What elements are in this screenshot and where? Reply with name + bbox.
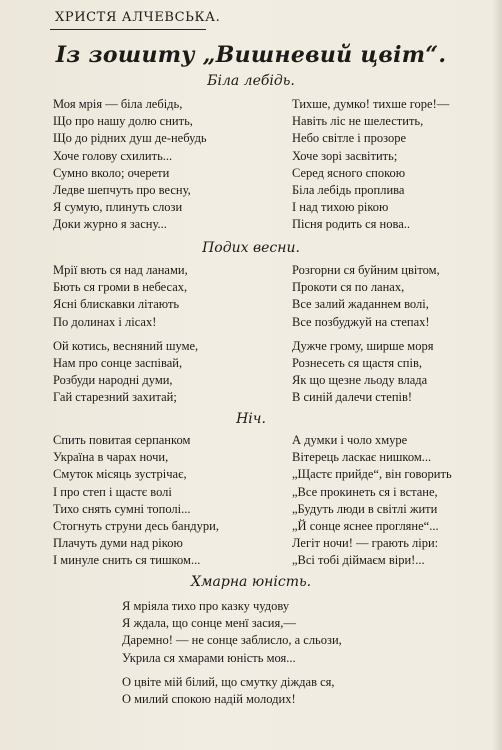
verse-line: „Все прокинеть ся і встане, [292,484,438,499]
section-title-bila-lebid: Біла лебідь. [207,73,295,89]
section-title-nich: Ніч. [236,411,266,427]
verse-line: „Щастє прийде“, він говорить [292,467,452,482]
verse-line: Нам про сонце заспівай, [53,355,183,370]
verse-line: Все позбуджуй на степах! [292,314,430,329]
verse-line: Мрії вють ся над ланами, [53,263,188,277]
section-title-podykh-vesny: Подих весни. [202,240,300,256]
verse-line: Ясні блискавки літають [53,297,180,312]
author-header: ХРИСТЯ АЛЧЕВСЬКА. [55,10,221,25]
verse-line: Розгорни ся буйним цвітом, [292,263,440,277]
verse-line: Як що щезне льоду влада [292,373,428,388]
verse-line: По долинах і лісах! [53,314,157,329]
verse-line: Гай старезний захитай; [53,390,177,405]
verse-line: Що до рідних душ де-небудь [53,131,207,146]
verse-line: Біла лебідь проплива [292,182,405,197]
verse-line: Рознесеть ся щастя спів, [292,355,422,370]
verse-line: І над тихою рікою [292,200,389,215]
verse-line: Пісня родить ся нова.. [292,217,410,232]
verse-line: І минуле снить ся тишком... [53,553,201,568]
verse-line: Дужче грому, ширше моря [292,338,434,353]
verse-line: Хоче зорі засвітить; [292,148,398,163]
verse-line: Я ждала, що сонце менї засия,— [122,616,296,631]
verse-line: Доки журно я засну... [53,217,167,232]
author-underline [50,29,206,30]
verse-line: „Й сонце яснее прогляне“... [292,518,439,533]
verse-line: Укрила ся хмарами юність моя... [122,650,296,665]
verse-line: Тихше, думко! тихше горе!— [292,97,450,111]
stanza-bila-lebid-left [53,96,207,234]
verse-line: Легіт ночи! — грають ліри: [292,536,439,551]
verse-line: В синій далечи степів! [292,390,413,405]
verse-line: Ой котись, весняний шуме, [53,338,199,353]
verse-line: Прокоти ся по ланах, [292,280,405,295]
verse-line: О цвіте мій білий, що смутку діждав ся, [122,674,335,689]
stanza-podykh-vesny-left [53,262,198,407]
verse-line: „Всі тобі діймаєм віри!... [292,553,425,568]
verse-line: Смуток місяць зустрічає, [53,467,187,482]
stanza-podykh-vesny-right [292,262,440,407]
verse-line: Спить повитая серпанком [53,433,191,447]
verse-line: Моя мрія — біла лебідь, [53,97,183,111]
verse-line: Тихо снять сумні тополі... [53,501,191,516]
verse-line: Розбуди народні думи, [53,373,173,388]
verse-line: „Будуть люди в світлі жити [292,501,438,516]
verse-line: А думки і чоло хмуре [292,433,408,447]
stanza-gap [122,667,342,674]
verse-line: Все залий жаданнем волі, [292,297,429,312]
stanza-gap [292,331,440,338]
verse-line: Я сумую, плинуть слози [53,200,183,215]
verse-line: Небо світле і прозоре [292,131,406,146]
verse-line: Що про нашу долю снить, [53,114,193,129]
verse-line: О милий спокою надій молодих! [122,691,296,706]
stanza-gap [53,331,198,338]
section-title-khmarna-yunist: Хмарна юність. [190,574,312,590]
verse-line: Плачуть думи над рікою [53,536,183,551]
verse-line: Вітерець ласкає нишком... [292,450,432,465]
stanza-bila-lebid-right [292,96,449,234]
verse-line: Стогнуть струни десь бандури, [53,518,219,533]
stanza-nich-right [292,432,452,570]
poem-cycle-title: Із зошиту „Вишневий цвіт“. [55,42,447,68]
verse-line: Даремно! — не сонце заблисло, а сльози, [122,633,342,648]
verse-line: Україна в чарах ночи, [53,450,169,465]
verse-line: Сумно вколо; очерети [53,165,170,180]
stanza-khmarna-yunist [122,598,342,708]
verse-line: І про степ і щастє волі [53,484,172,499]
verse-line: Ледве шепчуть про весну, [53,182,191,197]
verse-line: Серед ясного спокою [292,165,406,180]
stanza-nich-left [53,432,219,570]
verse-line: Хоче голову схилить... [53,148,173,163]
verse-line: Навіть ліс не шелестить, [292,114,424,129]
page-edge-shadow [492,0,502,750]
verse-line: Бють ся громи в небесах, [53,280,188,295]
verse-line: Я мріяла тихо про казку чудову [122,599,290,613]
